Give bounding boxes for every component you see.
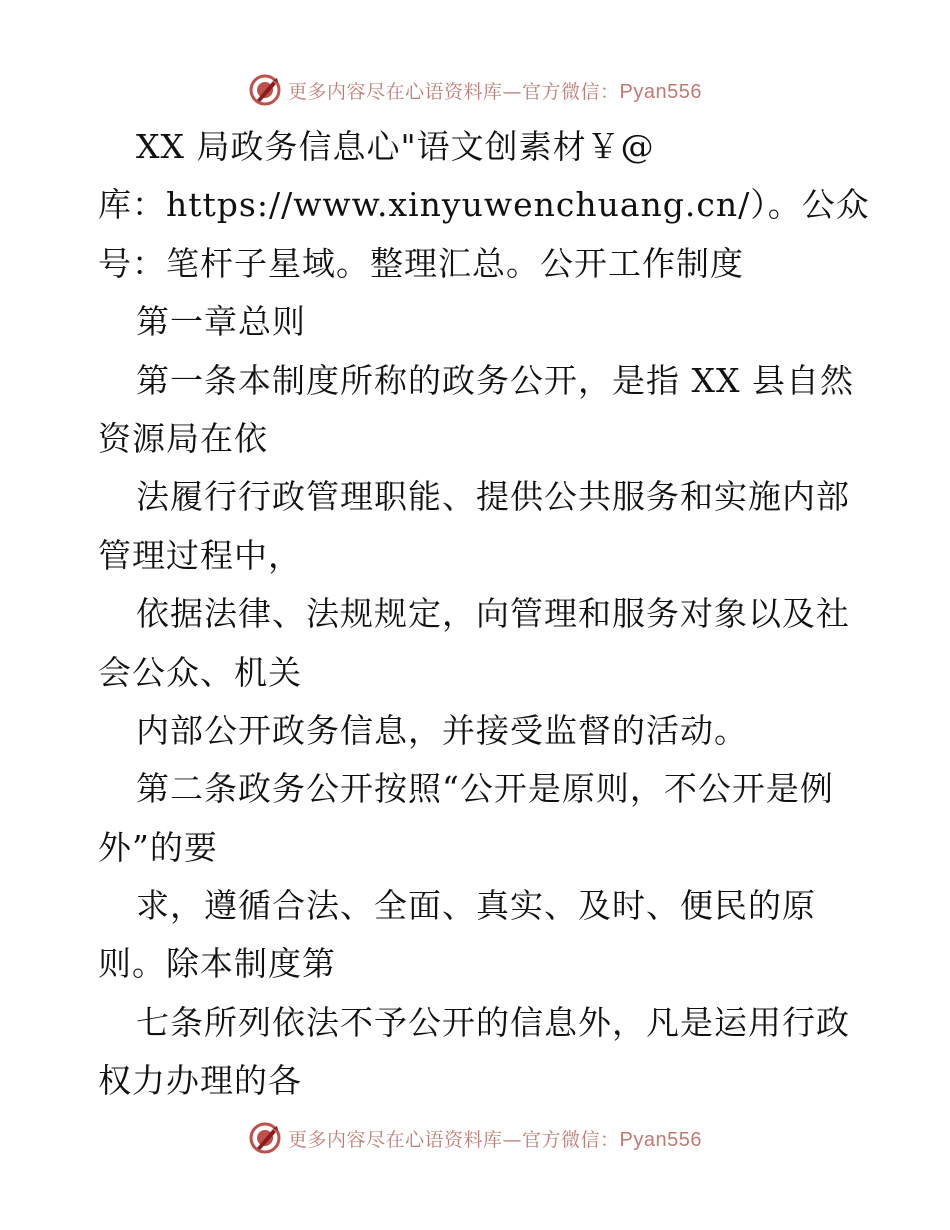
watermark-tail: 官方微信： [522,80,620,103]
text-line: 依据法律、法规规定，向管理和服务对象以及社 [136,594,850,634]
text-line: 求，遵循合法、全面、真实、及时、便民的原 [136,886,816,926]
text-line: 管理过程中， [98,535,302,575]
text-line: 号：笔杆子星域。整理汇总。公开工作制度 [98,243,744,283]
pen-logo-icon [248,73,282,107]
text-line: 会公众、机关 [98,652,302,692]
text-line: 第一条本制度所称的政务公开，是指 XX 县自然 [136,360,854,400]
text-line: 外”的要 [98,827,218,867]
text-line: 七条所列依法不予公开的信息外，凡是运用行政 [136,1002,850,1042]
text-line: 法履行行政管理职能、提供公共服务和实施内部 [136,477,850,517]
watermark-main: 更多内容尽在心语资料库 [288,1128,503,1151]
watermark-id: Pyan556 [619,80,702,103]
text-line: 库：https://www.xinyuwenchuang.cn/）。公众 [98,185,870,225]
watermark-id: Pyan556 [619,1128,702,1151]
text-line: 内部公开政务信息，并接受监督的活动。 [136,710,748,750]
watermark-sep: — [502,80,523,103]
watermark-tail: 官方微信： [522,1128,620,1151]
document-body [98,118,868,1111]
text-line: XX 局政务信息心"语文创素材￥@ [136,127,655,166]
watermark-text [288,77,702,104]
text-line: 权力办理的各 [98,1061,302,1101]
header-watermark-banner [0,70,950,110]
text-line: 第二条政务公开按照“公开是原则，不公开是例 [136,769,834,809]
text-line: 则。除本制度第 [98,944,336,984]
watermark-sep: — [502,1128,523,1151]
watermark-main: 更多内容尽在心语资料库 [288,80,503,103]
watermark-text [288,1125,702,1152]
footer-watermark-banner [0,1118,950,1158]
text-line: 第一章总则 [136,302,306,342]
pen-logo-icon [248,1121,282,1155]
text-line: 资源局在依 [98,418,268,458]
